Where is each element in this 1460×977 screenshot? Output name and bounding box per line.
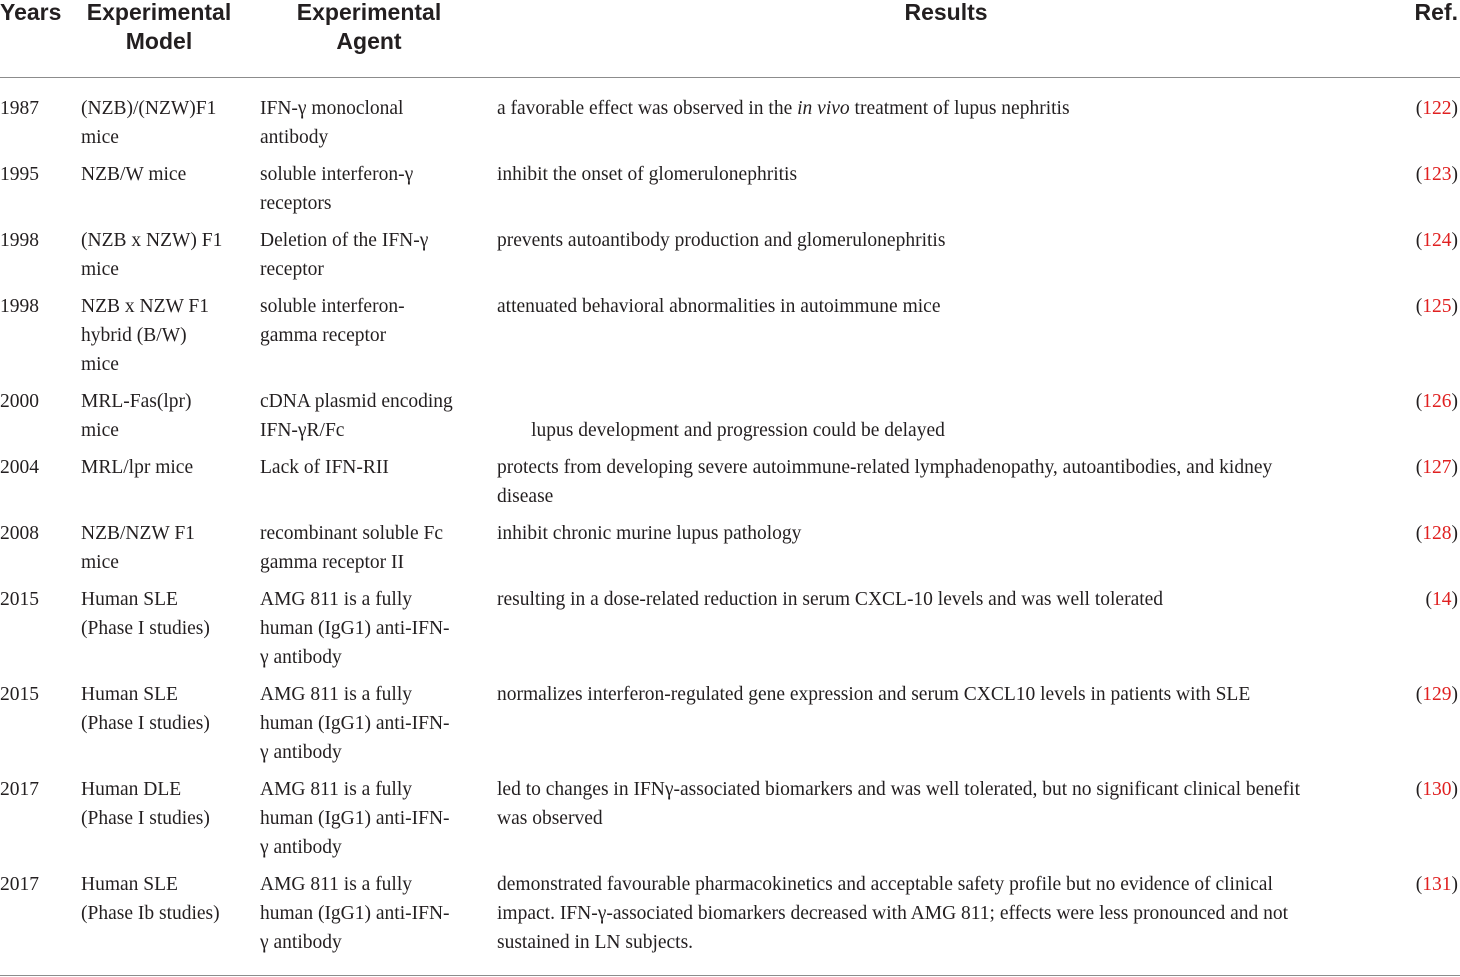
model-line: mice xyxy=(81,354,119,375)
agent-line: AMG 811 is a fully xyxy=(260,874,413,895)
agent-cell xyxy=(260,453,480,482)
agent-cell xyxy=(260,585,480,672)
model-cell xyxy=(81,160,251,189)
model-line: MRL/lpr mice xyxy=(81,457,194,478)
header-results: Results xyxy=(904,0,988,25)
model-cell xyxy=(81,292,251,379)
agent-line: AMG 811 is a fully xyxy=(260,684,413,705)
result-line: disease xyxy=(497,486,554,507)
model-line: (Phase Ib studies) xyxy=(81,903,220,924)
result-cell xyxy=(497,160,1382,189)
ref-cell: (126) xyxy=(1415,391,1458,412)
year-cell: 2017 xyxy=(0,874,39,895)
year-cell: 2000 xyxy=(0,391,39,412)
reference-link[interactable]: 128 xyxy=(1422,523,1452,544)
result-cell xyxy=(497,870,1382,957)
model-cell xyxy=(81,94,251,152)
agent-cell xyxy=(260,292,480,350)
agent-line: γ antibody xyxy=(260,647,342,668)
year-cell: 2015 xyxy=(0,589,39,610)
agent-line: Lack of IFN-RII xyxy=(260,457,389,478)
model-line: mice xyxy=(81,259,119,280)
model-cell xyxy=(81,870,251,928)
agent-line: γ antibody xyxy=(260,742,342,763)
reference-link[interactable]: 127 xyxy=(1422,457,1452,478)
model-cell xyxy=(81,387,251,445)
agent-cell xyxy=(260,775,480,862)
model-line: MRL-Fas(lpr) xyxy=(81,391,192,412)
result-italic-text: in vivo xyxy=(797,98,850,119)
ref-cell: (130) xyxy=(1415,779,1458,800)
model-line: Human SLE xyxy=(81,874,178,895)
reference-link[interactable]: 130 xyxy=(1422,779,1452,800)
year-cell: 1998 xyxy=(0,296,39,317)
result-cell xyxy=(497,519,1382,548)
year-cell: 1998 xyxy=(0,230,39,251)
model-line: (NZB x NZW) F1 xyxy=(81,230,223,251)
result-line: normalizes interferon-regulated gene expression and serum CXCL10 levels in patients with SLE xyxy=(497,684,1251,705)
header-ref: Ref. xyxy=(1414,0,1458,25)
result-line: led to changes in IFNγ-associated biomarkers and was well tolerated, but no significant clinical benefit xyxy=(497,779,1300,800)
result-line: lupus development and progression could be delayed xyxy=(526,420,945,441)
agent-line: human (IgG1) anti-IFN- xyxy=(260,903,450,924)
result-line: impact. IFN-γ-associated biomarkers decreased with AMG 811; effects were less pronounced and not xyxy=(497,903,1289,924)
agent-line: gamma receptor xyxy=(260,325,387,346)
model-line: NZB x NZW F1 xyxy=(81,296,210,317)
year-cell: 1987 xyxy=(0,98,39,119)
model-line: NZB/NZW F1 xyxy=(81,523,195,544)
result-line: sustained in LN subjects. xyxy=(497,932,694,953)
model-line: mice xyxy=(81,127,119,148)
result-cell xyxy=(497,453,1382,511)
agent-cell xyxy=(260,226,480,284)
year-cell: 1995 xyxy=(0,164,39,185)
model-line: (Phase I studies) xyxy=(81,618,210,639)
reference-link[interactable]: 125 xyxy=(1422,296,1452,317)
agent-cell xyxy=(260,519,480,577)
header-model-line2: Model xyxy=(125,28,193,54)
agent-line: receptors xyxy=(260,193,332,214)
header-years: Years xyxy=(0,0,62,25)
model-line: Human SLE xyxy=(81,684,178,705)
year-cell: 2008 xyxy=(0,523,39,544)
header-agent-line2: Agent xyxy=(336,28,402,54)
year-cell: 2004 xyxy=(0,457,39,478)
agent-cell xyxy=(260,160,480,218)
ref-cell: (124) xyxy=(1415,230,1458,251)
result-cell xyxy=(497,226,1382,255)
reference-link[interactable]: 14 xyxy=(1432,589,1452,610)
agent-cell xyxy=(260,387,480,445)
result-text: treatment of lupus nephritis xyxy=(849,98,1070,119)
ref-cell: (123) xyxy=(1415,164,1458,185)
bottom-rule xyxy=(0,975,1460,976)
ref-cell: (128) xyxy=(1415,523,1458,544)
result-cell xyxy=(497,292,1382,321)
agent-line: gamma receptor II xyxy=(260,552,405,573)
ref-cell: (122) xyxy=(1415,98,1458,119)
result-line: demonstrated favourable pharmacokinetics and acceptable safety profile but no evidence of clinical xyxy=(497,874,1273,895)
agent-cell xyxy=(260,94,480,152)
result-cell xyxy=(497,94,1382,123)
result-line: attenuated behavioral abnormalities in autoimmune mice xyxy=(497,296,941,317)
ref-cell: (127) xyxy=(1415,457,1458,478)
result-cell xyxy=(497,585,1382,614)
model-line: (Phase I studies) xyxy=(81,713,210,734)
agent-line: Deletion of the IFN-γ xyxy=(260,230,429,251)
agent-line: AMG 811 is a fully xyxy=(260,779,413,800)
ref-cell: (125) xyxy=(1415,296,1458,317)
result-line: was observed xyxy=(497,808,603,829)
result-line: protects from developing severe autoimmune-related lymphadenopathy, autoantibodies, and kidney xyxy=(497,457,1273,478)
agent-line: human (IgG1) anti-IFN- xyxy=(260,808,450,829)
result-text: a favorable effect was observed in the xyxy=(497,98,798,119)
agent-line: human (IgG1) anti-IFN- xyxy=(260,618,450,639)
header-experimental-agent xyxy=(258,0,480,56)
model-cell xyxy=(81,226,251,284)
model-line: Human SLE xyxy=(81,589,178,610)
model-cell xyxy=(81,453,251,482)
model-cell xyxy=(81,680,251,738)
model-cell xyxy=(81,519,251,577)
agent-line: γ antibody xyxy=(260,837,342,858)
header-model-line1: Experimental xyxy=(86,0,232,25)
model-line: (Phase I studies) xyxy=(81,808,210,829)
result-line: resulting in a dose-related reduction in serum CXCL-10 levels and was well tolerated xyxy=(497,589,1164,610)
ref-cell: (14) xyxy=(1425,589,1458,610)
table-header xyxy=(0,0,1460,78)
header-agent-line1: Experimental xyxy=(296,0,442,25)
reference-link[interactable]: 122 xyxy=(1422,98,1452,119)
agent-line: IFN-γR/Fc xyxy=(260,420,345,441)
agent-line: IFN-γ monoclonal xyxy=(260,98,404,119)
agent-line: AMG 811 is a fully xyxy=(260,589,413,610)
reference-link[interactable]: 123 xyxy=(1422,164,1452,185)
reference-link[interactable]: 124 xyxy=(1422,230,1452,251)
reference-link[interactable]: 126 xyxy=(1422,391,1452,412)
agent-line: soluble interferon-γ xyxy=(260,164,414,185)
agent-line: antibody xyxy=(260,127,329,148)
ref-cell: (131) xyxy=(1415,874,1458,895)
result-line: prevents autoantibody production and glomerulonephritis xyxy=(497,230,946,251)
header-experimental-model xyxy=(78,0,240,56)
agent-line: recombinant soluble Fc xyxy=(260,523,444,544)
model-cell xyxy=(81,585,251,643)
agent-line: receptor xyxy=(260,259,324,280)
result-cell xyxy=(497,680,1382,709)
agent-line: soluble interferon- xyxy=(260,296,405,317)
reference-link[interactable]: 129 xyxy=(1422,684,1452,705)
model-line: mice xyxy=(81,420,119,441)
agent-cell xyxy=(260,870,480,957)
result-cell xyxy=(497,775,1382,833)
model-line: hybrid (B/W) xyxy=(81,325,187,346)
ref-cell: (129) xyxy=(1415,684,1458,705)
model-line: NZB/W mice xyxy=(81,164,187,185)
result-line: inhibit chronic murine lupus pathology xyxy=(497,523,802,544)
agent-line: human (IgG1) anti-IFN- xyxy=(260,713,450,734)
model-cell xyxy=(81,775,251,833)
model-line: mice xyxy=(81,552,119,573)
agent-line: cDNA plasmid encoding xyxy=(260,391,453,412)
model-line: (NZB)/(NZW)F1 xyxy=(81,98,217,119)
model-line: Human DLE xyxy=(81,779,182,800)
reference-link[interactable]: 131 xyxy=(1422,874,1452,895)
agent-cell xyxy=(260,680,480,767)
year-cell: 2015 xyxy=(0,684,39,705)
result-line: inhibit the onset of glomerulonephritis xyxy=(497,164,798,185)
year-cell: 2017 xyxy=(0,779,39,800)
agent-line: γ antibody xyxy=(260,932,342,953)
